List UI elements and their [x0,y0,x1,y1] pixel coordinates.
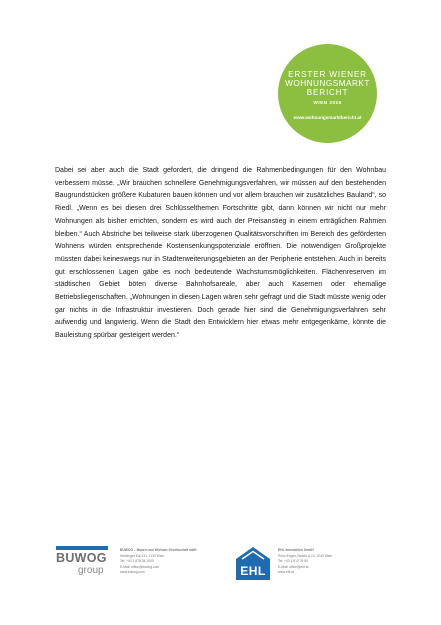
ehl-info-line: Tel: +43 1 512 76 90 [278,559,308,564]
buwog-info-line: Hietzinger Kai 131, 1130 Wien [120,553,165,558]
ehl-info-line: E-Mail: office@ehl.at [278,564,309,569]
badge-line-2: WOHNUNGSMARKT [285,79,370,88]
badge-url[interactable]: www.wohnungsmarktbericht.at [293,115,362,120]
badge-line-3: BERICHT [306,88,349,97]
buwog-info-line: Tel: +43 1 878 28-1000 [120,559,154,564]
buwog-info-line: E-Mail: office@buwog.com [120,564,160,569]
ehl-info-line: www.ehl.at [278,570,294,575]
badge-line-1: ERSTER WIENER [288,70,367,79]
ehl-info-line: Prinz-Eugen-Straße 8-10, 1040 Wien [278,553,333,558]
buwog-info-title: BUWOG – Bauen und Wohnen Gesellschaft mbH [120,548,197,552]
buwog-contact-info [120,548,196,576]
buwog-logo-bar [56,546,108,550]
buwog-logo-group: group [78,565,104,576]
badge-city-year: WIEN 2016 [313,101,342,106]
body-paragraph: Dabei sei aber auch die Stadt gefordert, die dringend die Rahmenbedingungen für den Wohnbau verbessern müsse. „Wir brauchen schnellere Genehmigungsverfahren, wir müssen auf den bestehenden Baugrundstücken größere Kubaturen bauen können und vor allem brauchen wir zusätzliches Bauland“, so Riedl. „Wenn es bei diesen drei Schlüsselthemen Fortschritte gibt, dann können wir nicht nur mehr Wohnungen als bisher errichten, sondern es wird auch der Preisanstieg in einem erträglichen Rahmen bleiben.“ Auch Abstriche bei teilweise stark überzogenen Qualitätsvorschriften im Bereich des geförderten Wohnens würden entsprechende Kostensenkungspotenziale eröffnen. Die notwendigen Großprojekte müssten dabei keineswegs nur in Stadterweiterungsgebieten an der Peripherie entstehen. Auch in bereits gut erschlossenen Lagen gäbe es noch bedeutende Wachstumsmöglichkeiten. Flächenreserven im städtischen Gebiet böten diverse Bahnhofsareale, aber auch Kasernen oder ehemalige Betriebsliegenschaften. „Wohnungen in diesen Lagen wären sehr gefragt und die Stadt müsste wenig oder gar nichts in die Infrastruktur investieren. Doch gerade hier sind die Genehmigungsverfahren sehr aufwendig und langwierig. Wenn die Stadt den Entwicklern hier etwas mehr entgegenkäme, könnte die Bauleistung spürbar gesteigert werden.“ [55,167,386,340]
ehl-info-title: EHL Immobilien GmbH [278,548,314,552]
ehl-logo-name: EHL [240,564,266,578]
buwog-logo [56,546,110,582]
ehl-logo [235,546,271,580]
buwog-logo-name: BUWOG [56,551,107,565]
ehl-contact-info [278,548,332,576]
report-badge [278,44,377,143]
buwog-info-line: www.buwog.com [120,570,145,575]
